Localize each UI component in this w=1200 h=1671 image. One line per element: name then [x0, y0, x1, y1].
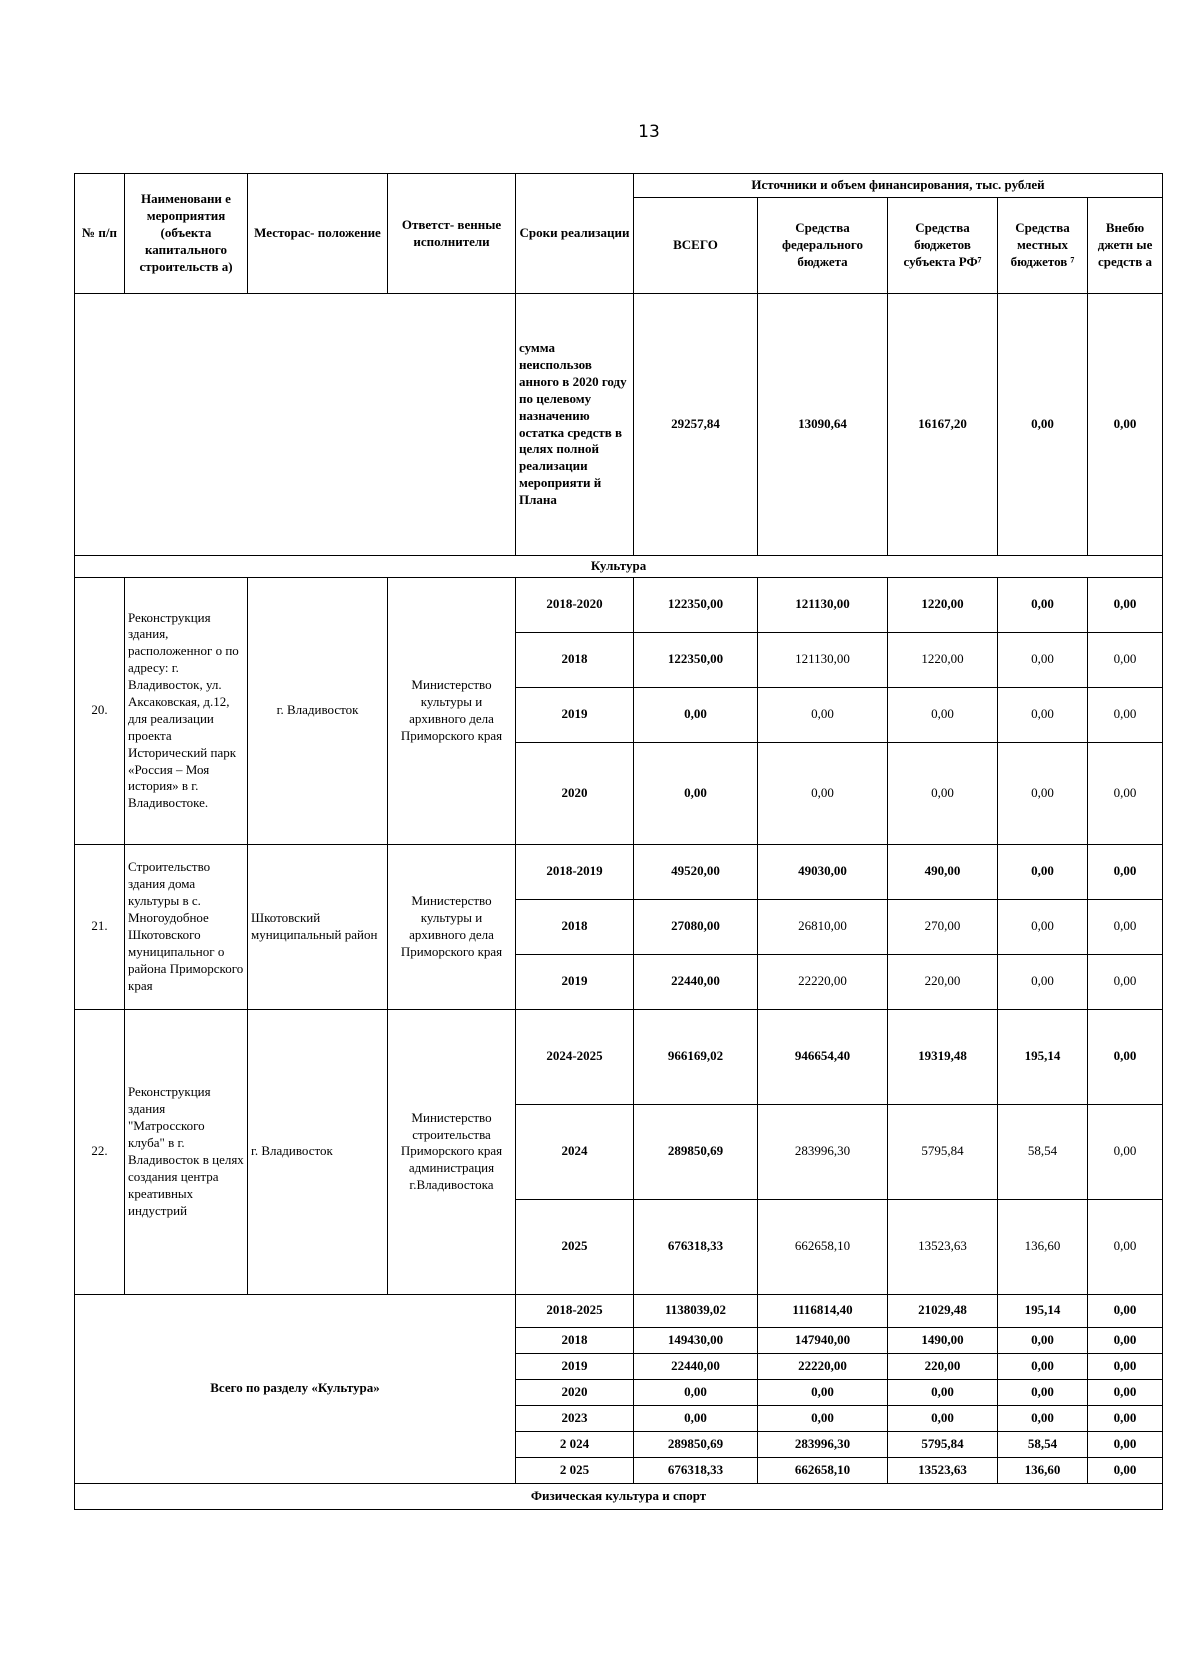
- carryover-total: 29257,84: [634, 294, 758, 556]
- total-cell: 0,00: [634, 1405, 758, 1431]
- header-location: Месторас- положение: [248, 174, 388, 294]
- extra-cell: 0,00: [1088, 844, 1163, 899]
- subject-cell: 5795,84: [888, 1431, 998, 1457]
- federal-cell: 0,00: [758, 1379, 888, 1405]
- section-culture: Культура: [75, 556, 1163, 578]
- period-cell: 2018: [516, 632, 634, 687]
- subject-cell: 19319,48: [888, 1009, 998, 1104]
- period-cell: 2020: [516, 742, 634, 844]
- extra-cell: 0,00: [1088, 1009, 1163, 1104]
- federal-cell: 283996,30: [758, 1104, 888, 1199]
- local-cell: 58,54: [998, 1431, 1088, 1457]
- local-cell: 0,00: [998, 577, 1088, 632]
- item-name: Строительство здания дома культуры в с. Многоудобное Шкотовского муниципальног о района Приморского края: [125, 844, 248, 1009]
- federal-cell: 121130,00: [758, 632, 888, 687]
- local-cell: 195,14: [998, 1009, 1088, 1104]
- period-cell: 2018-2019: [516, 844, 634, 899]
- item-name: Реконструкция здания, расположенног о по адресу: г. Владивосток, ул. Аксаковская, д.12, для реализации проекта Исторический парк «Россия – Моя история» в г. Владивостоке.: [125, 577, 248, 844]
- period-cell: 2 024: [516, 1431, 634, 1457]
- subject-cell: 1220,00: [888, 632, 998, 687]
- period-cell: 2 025: [516, 1457, 634, 1483]
- subject-cell: 0,00: [888, 1379, 998, 1405]
- local-cell: 58,54: [998, 1104, 1088, 1199]
- federal-cell: 22220,00: [758, 1353, 888, 1379]
- extra-cell: 0,00: [1088, 1457, 1163, 1483]
- local-cell: 0,00: [998, 632, 1088, 687]
- financing-table: [74, 173, 1163, 1510]
- total-cell: 966169,02: [634, 1009, 758, 1104]
- carryover-empty: [75, 294, 516, 556]
- header-subject: Средства бюджетов субъекта РФ⁷: [888, 198, 998, 294]
- item-num: 22.: [75, 1009, 125, 1294]
- subject-cell: 220,00: [888, 1353, 998, 1379]
- header-name: Наименовани е мероприятия (объекта капитального строительств а): [125, 174, 248, 294]
- federal-cell: 49030,00: [758, 844, 888, 899]
- item-executor: Министерство культуры и архивного дела Приморского края: [388, 577, 516, 844]
- local-cell: 0,00: [998, 1327, 1088, 1353]
- local-cell: 0,00: [998, 1405, 1088, 1431]
- item-location: г. Владивосток: [248, 577, 388, 844]
- header-extra: Внебю джетн ые средств а: [1088, 198, 1163, 294]
- subject-cell: 0,00: [888, 687, 998, 742]
- total-cell: 149430,00: [634, 1327, 758, 1353]
- federal-cell: 121130,00: [758, 577, 888, 632]
- total-cell: 289850,69: [634, 1104, 758, 1199]
- total-cell: 1138039,02: [634, 1294, 758, 1327]
- extra-cell: 0,00: [1088, 1294, 1163, 1327]
- period-cell: 2024: [516, 1104, 634, 1199]
- period-cell: 2023: [516, 1405, 634, 1431]
- federal-cell: 662658,10: [758, 1457, 888, 1483]
- extra-cell: 0,00: [1088, 1199, 1163, 1294]
- federal-cell: 0,00: [758, 1405, 888, 1431]
- federal-cell: 22220,00: [758, 954, 888, 1009]
- total-cell: 676318,33: [634, 1199, 758, 1294]
- federal-cell: 283996,30: [758, 1431, 888, 1457]
- total-cell: 49520,00: [634, 844, 758, 899]
- item-num: 20.: [75, 577, 125, 844]
- header-sources: Источники и объем финансирования, тыс. рублей: [634, 174, 1163, 198]
- header-local: Средства местных бюджетов ⁷: [998, 198, 1088, 294]
- extra-cell: 0,00: [1088, 1353, 1163, 1379]
- period-cell: 2018-2025: [516, 1294, 634, 1327]
- subject-cell: 13523,63: [888, 1457, 998, 1483]
- subject-cell: 0,00: [888, 742, 998, 844]
- total-cell: 22440,00: [634, 954, 758, 1009]
- local-cell: 0,00: [998, 687, 1088, 742]
- item-name: Реконструкция здания "Матросского клуба" в г. Владивосток в целях создания центра креативных индустрий: [125, 1009, 248, 1294]
- item-executor: Министерство культуры и архивного дела Приморского края: [388, 844, 516, 1009]
- subject-cell: 5795,84: [888, 1104, 998, 1199]
- local-cell: 136,60: [998, 1199, 1088, 1294]
- period-cell: 2025: [516, 1199, 634, 1294]
- page-number: 13: [638, 122, 660, 142]
- extra-cell: 0,00: [1088, 1104, 1163, 1199]
- header-executors: Ответст- венные исполнители: [388, 174, 516, 294]
- subject-cell: 490,00: [888, 844, 998, 899]
- total-cell: 289850,69: [634, 1431, 758, 1457]
- period-cell: 2019: [516, 954, 634, 1009]
- local-cell: 0,00: [998, 899, 1088, 954]
- item-num: 21.: [75, 844, 125, 1009]
- period-cell: 2018-2020: [516, 577, 634, 632]
- header-terms: Сроки реализации: [516, 174, 634, 294]
- total-cell: 27080,00: [634, 899, 758, 954]
- extra-cell: 0,00: [1088, 899, 1163, 954]
- federal-cell: 1116814,40: [758, 1294, 888, 1327]
- extra-cell: 0,00: [1088, 954, 1163, 1009]
- subject-cell: 21029,48: [888, 1294, 998, 1327]
- header-federal: Средства федерального бюджета: [758, 198, 888, 294]
- period-cell: 2019: [516, 1353, 634, 1379]
- federal-cell: 946654,40: [758, 1009, 888, 1104]
- carryover-label: сумма неиспользов анного в 2020 году по целевому назначению остатка средств в целях полной реализации мероприяти й Плана: [516, 294, 634, 556]
- extra-cell: 0,00: [1088, 1379, 1163, 1405]
- subject-cell: 1220,00: [888, 577, 998, 632]
- subject-cell: 220,00: [888, 954, 998, 1009]
- total-cell: 0,00: [634, 1379, 758, 1405]
- period-cell: 2024-2025: [516, 1009, 634, 1104]
- item-location: г. Владивосток: [248, 1009, 388, 1294]
- total-cell: 0,00: [634, 687, 758, 742]
- extra-cell: 0,00: [1088, 1431, 1163, 1457]
- federal-cell: 662658,10: [758, 1199, 888, 1294]
- item-executor: Министерство строительства Приморского края администрация г.Владивостока: [388, 1009, 516, 1294]
- extra-cell: 0,00: [1088, 687, 1163, 742]
- item-location: Шкотовский муниципальный район: [248, 844, 388, 1009]
- header-total: ВСЕГО: [634, 198, 758, 294]
- total-cell: 0,00: [634, 742, 758, 844]
- carryover-row: [75, 294, 1163, 556]
- local-cell: 0,00: [998, 1353, 1088, 1379]
- total-cell: 122350,00: [634, 577, 758, 632]
- period-cell: 2018: [516, 1327, 634, 1353]
- section-sport: Физическая культура и спорт: [75, 1483, 1163, 1509]
- extra-cell: 0,00: [1088, 1327, 1163, 1353]
- extra-cell: 0,00: [1088, 1405, 1163, 1431]
- subject-cell: 13523,63: [888, 1199, 998, 1294]
- total-cell: 22440,00: [634, 1353, 758, 1379]
- federal-cell: 0,00: [758, 742, 888, 844]
- federal-cell: 147940,00: [758, 1327, 888, 1353]
- total-cell: 676318,33: [634, 1457, 758, 1483]
- carryover-subject: 16167,20: [888, 294, 998, 556]
- subject-cell: 270,00: [888, 899, 998, 954]
- culture-total-label: Всего по разделу «Культура»: [75, 1294, 516, 1483]
- federal-cell: 0,00: [758, 687, 888, 742]
- local-cell: 0,00: [998, 844, 1088, 899]
- carryover-local: 0,00: [998, 294, 1088, 556]
- period-cell: 2018: [516, 899, 634, 954]
- extra-cell: 0,00: [1088, 632, 1163, 687]
- federal-cell: 26810,00: [758, 899, 888, 954]
- local-cell: 0,00: [998, 954, 1088, 1009]
- local-cell: 0,00: [998, 742, 1088, 844]
- subject-cell: 1490,00: [888, 1327, 998, 1353]
- subject-cell: 0,00: [888, 1405, 998, 1431]
- total-cell: 122350,00: [634, 632, 758, 687]
- extra-cell: 0,00: [1088, 577, 1163, 632]
- header-num: № п/п: [75, 174, 125, 294]
- carryover-federal: 13090,64: [758, 294, 888, 556]
- local-cell: 195,14: [998, 1294, 1088, 1327]
- period-cell: 2019: [516, 687, 634, 742]
- local-cell: 136,60: [998, 1457, 1088, 1483]
- period-cell: 2020: [516, 1379, 634, 1405]
- extra-cell: 0,00: [1088, 742, 1163, 844]
- carryover-extra: 0,00: [1088, 294, 1163, 556]
- local-cell: 0,00: [998, 1379, 1088, 1405]
